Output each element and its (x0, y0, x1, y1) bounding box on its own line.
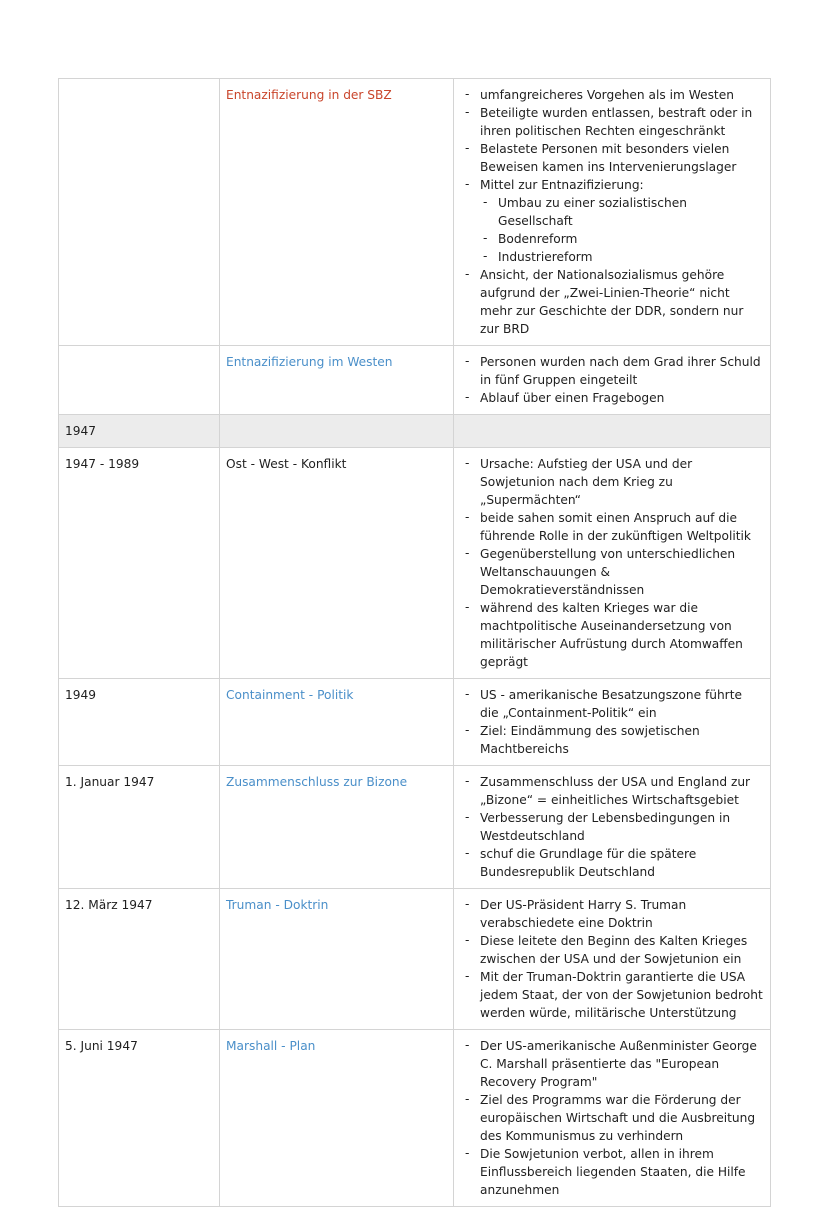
bullet-item: - Ziel des Programms war die Förderung der europäischen Wirtschaft und die Ausbreitung des Kommunismus zu verhindern (480, 1091, 764, 1145)
table-row (59, 766, 771, 889)
bullet-item (480, 176, 764, 266)
bullet-item: - schuf die Grundlage für die spätere Bundesrepublik Deutschland (480, 845, 764, 881)
bullet-list (460, 773, 764, 881)
topic-cell: Truman - Doktrin (220, 889, 454, 1030)
table-row (59, 346, 771, 415)
bullet-item: - Personen wurden nach dem Grad ihrer Schuld in fünf Gruppen eingeteilt (480, 353, 764, 389)
history-table (58, 78, 771, 1207)
table-row (59, 448, 771, 679)
bullet-item: - Der US-amerikanische Außenminister George C. Marshall präsentierte das "European Recovery Program" (480, 1037, 764, 1091)
bullet-item: - Ansicht, der Nationalsozialismus gehöre aufgrund der „Zwei-Linien-Theorie“ nicht mehr zur Geschichte der DDR, sondern nur zur BRD (480, 266, 764, 338)
topic-cell (220, 415, 454, 448)
bullet-item: - beide sahen somit einen Anspruch auf die führende Rolle in der zukünftigen Weltpolitik (480, 509, 764, 545)
bullet-item: - Beteiligte wurden entlassen, bestraft oder in ihren politischen Rechten eingeschränkt (480, 104, 764, 140)
date-cell: 1. Januar 1947 (59, 766, 220, 889)
description-cell (454, 346, 771, 415)
table-row (59, 1030, 771, 1207)
table-row (59, 889, 771, 1030)
sub-bullet-list (480, 194, 764, 266)
bullet-item: - Mit der Truman-Doktrin garantierte die USA jedem Staat, der von der Sowjetunion bedroht werden würde, militärische Unterstützung (480, 968, 764, 1022)
bullet-item: - umfangreicheres Vorgehen als im Westen (480, 86, 764, 104)
description-cell (454, 79, 771, 346)
sub-bullet-item: - Umbau zu einer sozialistischen Gesellschaft (498, 194, 764, 230)
bullet-list (460, 455, 764, 671)
bullet-list (460, 896, 764, 1022)
bullet-item: - US - amerikanische Besatzungszone führte die „Containment-Politik“ ein (480, 686, 764, 722)
date-cell: 1947 (59, 415, 220, 448)
description-cell (454, 1030, 771, 1207)
table-row (59, 79, 771, 346)
bullet-item: - Die Sowjetunion verbot, allen in ihrem Einflussbereich liegenden Staaten, die Hilfe anzunehmen (480, 1145, 764, 1199)
date-cell: 5. Juni 1947 (59, 1030, 220, 1207)
year-row (59, 415, 771, 448)
topic-cell: Entnazifizierung in der SBZ (220, 79, 454, 346)
bullet-text: Mittel zur Entnazifizierung: (480, 178, 644, 192)
topic-cell: Ost - West - Konflikt (220, 448, 454, 679)
description-cell (454, 415, 771, 448)
sub-bullet-item: - Industriereform (498, 248, 764, 266)
topic-cell: Marshall - Plan (220, 1030, 454, 1207)
bullet-item: - Der US-Präsident Harry S. Truman verabschiedete eine Doktrin (480, 896, 764, 932)
topic-cell: Entnazifizierung im Westen (220, 346, 454, 415)
table-row (59, 679, 771, 766)
bullet-item: - Diese leitete den Beginn des Kalten Krieges zwischen der USA und der Sowjetunion ein (480, 932, 764, 968)
bullet-item: - während des kalten Krieges war die machtpolitische Auseinandersetzung von militärischer Aufrüstung durch Atomwaffen geprägt (480, 599, 764, 671)
description-cell (454, 448, 771, 679)
description-cell (454, 889, 771, 1030)
bullet-item: - Belastete Personen mit besonders vielen Beweisen kamen ins Intervenierungslager (480, 140, 764, 176)
bullet-list (460, 1037, 764, 1199)
bullet-list (460, 686, 764, 758)
description-cell (454, 766, 771, 889)
bullet-item: - Gegenüberstellung von unterschiedlichen Weltanschauungen & Demokratieverständnissen (480, 545, 764, 599)
topic-cell: Containment - Politik (220, 679, 454, 766)
topic-cell: Zusammenschluss zur Bizone (220, 766, 454, 889)
date-cell: 1949 (59, 679, 220, 766)
bullet-item: - Zusammenschluss der USA und England zur „Bizone“ = einheitliches Wirtschaftsgebiet (480, 773, 764, 809)
bullet-list (460, 353, 764, 407)
date-cell: 12. März 1947 (59, 889, 220, 1030)
bullet-item: - Verbesserung der Lebensbedingungen in Westdeutschland (480, 809, 764, 845)
date-cell (59, 79, 220, 346)
bullet-item: - Ablauf über einen Fragebogen (480, 389, 764, 407)
bullet-item: - Ziel: Eindämmung des sowjetischen Machtbereichs (480, 722, 764, 758)
bullet-item: - Ursache: Aufstieg der USA und der Sowjetunion nach dem Krieg zu „Supermächten“ (480, 455, 764, 509)
date-cell: 1947 - 1989 (59, 448, 220, 679)
description-cell (454, 679, 771, 766)
date-cell (59, 346, 220, 415)
sub-bullet-item: - Bodenreform (498, 230, 764, 248)
bullet-list (460, 86, 764, 338)
